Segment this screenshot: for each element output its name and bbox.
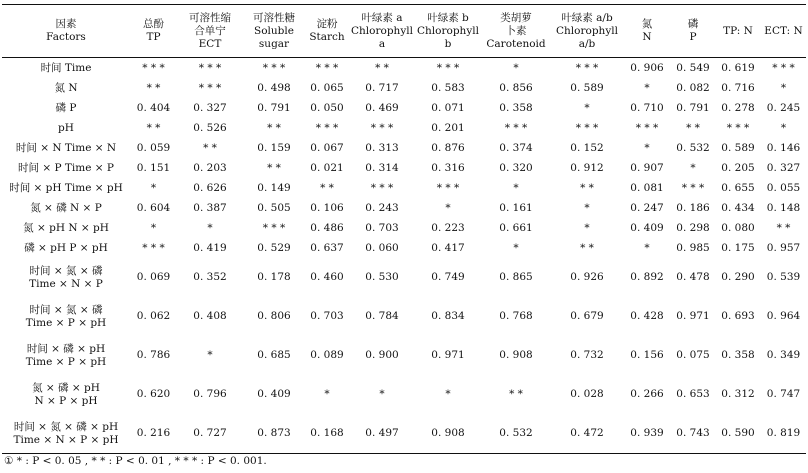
value-cell: * xyxy=(207,221,213,234)
factor-cell xyxy=(2,238,130,258)
col-header-starch: 淀粉 Starch xyxy=(305,5,349,58)
value-cell: * * * xyxy=(575,61,599,74)
factor-label: 时间 × 氮 × 磷 × pH xyxy=(13,420,119,433)
value-cell: 0. 685 xyxy=(257,349,291,361)
col-header-carotenoid: 类胡萝 卜素 Carotenoid xyxy=(481,5,551,58)
table-row xyxy=(2,198,806,218)
value-cell: * * xyxy=(320,181,334,194)
value-cell: * xyxy=(379,388,385,400)
value-cell: * xyxy=(445,388,451,400)
col-header-soluble-sugar: 可溶性糖 Soluble sugar xyxy=(243,5,305,58)
table-row xyxy=(2,238,806,258)
table-row xyxy=(2,158,806,178)
value-cell: 0. 784 xyxy=(365,310,399,322)
value-cell: * xyxy=(780,121,787,134)
table-row xyxy=(2,258,806,297)
factor-label: 氮 N xyxy=(54,81,78,94)
value-cell: 0. 604 xyxy=(136,201,171,214)
factor-label: 氮 × pH N × pH xyxy=(23,221,109,234)
value-cell: 0. 069 xyxy=(136,271,171,283)
value-cell: 0. 906 xyxy=(630,61,664,74)
value-cell: 0. 316 xyxy=(431,161,465,174)
value-cell: 0. 358 xyxy=(499,101,533,114)
value-cell: 0. 161 xyxy=(499,201,533,214)
value-cell: 0. 486 xyxy=(310,221,344,234)
col-header-tp: 总酚 TP xyxy=(130,5,177,58)
value-cell: 0. 796 xyxy=(193,388,227,400)
factor-label: Time × P × pH xyxy=(25,316,107,329)
value-cell: 0. 065 xyxy=(310,81,344,94)
value-cell: 0. 266 xyxy=(630,388,664,400)
value-cell: 0. 312 xyxy=(721,388,755,400)
value-cell: 0. 028 xyxy=(570,388,604,400)
value-cell: * xyxy=(644,141,650,154)
value-cell: * xyxy=(690,161,696,174)
value-cell: 0. 320 xyxy=(499,161,533,174)
table-row xyxy=(2,218,806,238)
value-cell: 0. 175 xyxy=(721,241,755,254)
table-row xyxy=(2,98,806,118)
factor-label: 氮 × 磷 N × P xyxy=(30,201,102,214)
value-cell: * xyxy=(513,241,519,254)
value-cell: 0. 679 xyxy=(570,310,604,322)
value-cell: 0. 985 xyxy=(676,241,710,254)
value-cell: * * xyxy=(509,388,523,400)
value-cell: 0. 278 xyxy=(721,101,755,114)
table-row xyxy=(2,78,806,98)
value-cell: 0. 526 xyxy=(193,121,227,134)
factor-label: Time × P × pH xyxy=(25,355,107,368)
value-cell: 0. 216 xyxy=(130,414,177,454)
col-header-ect: 可溶性缩 合单宁 ECT xyxy=(177,5,243,58)
value-cell: 0. 327 xyxy=(766,161,801,174)
value-cell: 0. 472 xyxy=(551,414,623,454)
value-cell: 0. 417 xyxy=(431,241,465,254)
col-header-ect-n: ECT: N xyxy=(761,5,806,58)
value-cell: 0. 106 xyxy=(310,201,344,214)
value-cell: 0. 626 xyxy=(193,181,227,194)
value-cell: 0. 703 xyxy=(310,310,344,322)
value-cell: 0. 786 xyxy=(136,349,171,361)
value-cell: * xyxy=(445,201,451,214)
value-cell: 0. 505 xyxy=(257,201,291,214)
table-row xyxy=(2,336,806,375)
table-row xyxy=(2,178,806,198)
value-cell: * * * xyxy=(575,121,599,134)
header-row xyxy=(2,5,806,58)
col-header-chlorophyll-a: 叶绿素 a Chlorophyll a xyxy=(349,5,415,58)
factor-label: 时间 × P Time × P xyxy=(18,161,114,174)
factor-label: 时间 × pH Time × pH xyxy=(9,181,123,194)
value-cell: 0. 082 xyxy=(676,81,710,94)
value-cell: 0. 583 xyxy=(431,81,465,94)
value-cell: 0. 532 xyxy=(481,414,551,454)
factor-label: Time × N × P × pH xyxy=(13,433,119,446)
value-cell: 0. 080 xyxy=(721,221,755,234)
value-cell: 0. 205 xyxy=(721,161,755,174)
value-cell: 0. 653 xyxy=(676,388,710,400)
value-cell: 0. 912 xyxy=(570,161,604,174)
value-cell: 0. 352 xyxy=(193,271,227,283)
value-cell: * * * xyxy=(635,121,659,134)
value-cell: 0. 819 xyxy=(761,414,806,454)
table-row xyxy=(2,375,806,414)
value-cell: 0. 428 xyxy=(630,310,664,322)
value-cell: 0. 327 xyxy=(193,101,227,114)
value-cell: 0. 529 xyxy=(257,241,291,254)
value-cell: 0. 247 xyxy=(630,201,664,214)
factor-cell xyxy=(2,375,130,414)
value-cell: * * * xyxy=(262,221,286,234)
value-cell: 0. 727 xyxy=(177,414,243,454)
value-cell: * * xyxy=(267,121,281,134)
value-cell: * * * xyxy=(315,121,339,134)
value-cell: 0. 747 xyxy=(766,388,801,400)
value-cell: 0. 637 xyxy=(310,241,344,254)
value-cell: 0. 021 xyxy=(310,161,344,174)
value-cell: 0. 908 xyxy=(499,349,533,361)
value-cell: 0. 075 xyxy=(676,349,710,361)
value-cell: 0. 907 xyxy=(630,161,664,174)
factor-cell xyxy=(2,414,130,454)
value-cell: 0. 314 xyxy=(365,161,399,174)
factor-label: Time × N × P xyxy=(29,277,103,290)
value-cell: 0. 201 xyxy=(431,121,465,134)
value-cell: 0. 590 xyxy=(715,414,761,454)
value-cell: 0. 497 xyxy=(349,414,415,454)
table-body xyxy=(2,58,806,454)
table-row xyxy=(2,58,806,79)
value-cell: 0. 059 xyxy=(136,141,171,154)
value-cell: 0. 703 xyxy=(365,221,399,234)
value-cell: * * xyxy=(146,81,161,94)
value-cell: 0. 223 xyxy=(431,221,465,234)
value-cell: 0. 349 xyxy=(766,349,801,361)
factor-label: pH xyxy=(58,121,74,134)
value-cell: 0. 358 xyxy=(721,349,755,361)
value-cell: 0. 067 xyxy=(310,141,344,154)
value-cell: 0. 062 xyxy=(136,310,171,322)
value-cell: 0. 957 xyxy=(766,241,801,254)
value-cell: 0. 055 xyxy=(766,181,801,194)
footnote: ① * : P < 0. 05 , * * : P < 0. 01 , * * * : P < 0. 001. xyxy=(4,455,267,467)
value-cell: 0. 939 xyxy=(623,414,671,454)
value-cell: 0. 530 xyxy=(365,271,399,283)
table-row xyxy=(2,118,806,138)
value-cell: * * * xyxy=(504,121,528,134)
value-cell: 0. 178 xyxy=(257,271,291,283)
value-cell: 0. 589 xyxy=(721,141,755,154)
factor-cell xyxy=(2,158,130,178)
value-cell: 0. 148 xyxy=(766,201,801,214)
factor-cell xyxy=(2,78,130,98)
value-cell: 0. 749 xyxy=(431,271,465,283)
value-cell: 0. 419 xyxy=(193,241,227,254)
value-cell: 0. 732 xyxy=(570,349,604,361)
factor-cell xyxy=(2,218,130,238)
value-cell: 0. 498 xyxy=(257,81,291,94)
factor-label: 磷 × pH P × pH xyxy=(24,241,108,254)
value-cell: 0. 156 xyxy=(630,349,664,361)
value-cell: * * * xyxy=(370,121,394,134)
table-row xyxy=(2,414,806,454)
value-cell: 0. 620 xyxy=(136,388,171,400)
value-cell: * xyxy=(644,81,650,94)
factor-cell xyxy=(2,336,130,375)
value-cell: * xyxy=(584,201,590,214)
factor-label: 时间 × 磷 × pH xyxy=(26,342,106,355)
value-cell: * * * xyxy=(681,181,705,194)
value-cell: 0. 245 xyxy=(766,101,801,114)
value-cell: * xyxy=(150,181,157,194)
value-cell: 0. 710 xyxy=(630,101,664,114)
value-cell: * * xyxy=(146,121,161,134)
value-cell: 0. 589 xyxy=(570,81,604,94)
value-cell: 0. 408 xyxy=(193,310,227,322)
value-cell: * * xyxy=(375,61,389,74)
value-cell: 0. 619 xyxy=(721,61,755,74)
factor-cell xyxy=(2,58,130,79)
value-cell: 0. 151 xyxy=(136,161,171,174)
table-row xyxy=(2,138,806,158)
value-cell: 0. 469 xyxy=(365,101,399,114)
value-cell: 0. 050 xyxy=(310,101,344,114)
value-cell: 0. 152 xyxy=(570,141,604,154)
table-row xyxy=(2,297,806,336)
value-cell: * * xyxy=(776,221,791,234)
value-cell: * * * xyxy=(436,61,460,74)
value-cell: 0. 873 xyxy=(243,414,305,454)
significance-table xyxy=(2,4,806,454)
value-cell: 0. 089 xyxy=(310,349,344,361)
value-cell: 0. 926 xyxy=(570,271,604,283)
value-cell: 0. 460 xyxy=(310,271,344,283)
value-cell: * xyxy=(584,101,590,114)
value-cell: * xyxy=(644,241,650,254)
factor-label: N × P × pH xyxy=(34,394,98,407)
value-cell: 0. 203 xyxy=(193,161,227,174)
value-cell: * * * xyxy=(142,241,165,254)
value-cell: 0. 971 xyxy=(431,349,465,361)
value-cell: 0. 290 xyxy=(721,271,755,283)
value-cell: * * * xyxy=(436,181,460,194)
value-cell: * * xyxy=(580,241,594,254)
value-cell: * * * xyxy=(142,61,165,74)
value-cell: 0. 374 xyxy=(499,141,533,154)
factor-cell xyxy=(2,198,130,218)
value-cell: 0. 060 xyxy=(365,241,399,254)
value-cell: 0. 071 xyxy=(431,101,465,114)
value-cell: 0. 243 xyxy=(365,201,399,214)
value-cell: * * * xyxy=(772,61,795,74)
factor-cell xyxy=(2,178,130,198)
col-header-p: 磷 P xyxy=(671,5,715,58)
value-cell: 0. 186 xyxy=(676,201,710,214)
value-cell: 0. 865 xyxy=(499,271,533,283)
value-cell: 0. 876 xyxy=(431,141,465,154)
factor-cell xyxy=(2,258,130,297)
value-cell: 0. 149 xyxy=(257,181,291,194)
value-cell: 0. 716 xyxy=(721,81,755,94)
value-cell: 0. 900 xyxy=(365,349,399,361)
value-cell: * * xyxy=(203,141,217,154)
value-cell: * xyxy=(150,221,157,234)
value-cell: 0. 532 xyxy=(676,141,710,154)
value-cell: 0. 971 xyxy=(676,310,710,322)
value-cell: 0. 478 xyxy=(676,271,710,283)
factor-label: 时间 × 氮 × 磷 xyxy=(29,303,103,316)
value-cell: 0. 539 xyxy=(766,271,801,283)
factor-label: 时间 × 氮 × 磷 xyxy=(29,264,103,277)
value-cell: 0. 298 xyxy=(676,221,710,234)
value-cell: 0. 081 xyxy=(630,181,664,194)
value-cell: 0. 434 xyxy=(721,201,755,214)
value-cell: 0. 146 xyxy=(766,141,801,154)
value-cell: * * * xyxy=(198,61,222,74)
value-cell: 0. 806 xyxy=(257,310,291,322)
value-cell: * xyxy=(584,221,590,234)
value-cell: 0. 661 xyxy=(499,221,533,234)
factor-label: 时间 × N Time × N xyxy=(15,141,117,154)
factor-label: 氮 × 磷 × pH xyxy=(32,381,100,394)
value-cell: * xyxy=(324,388,330,400)
value-cell: 0. 655 xyxy=(721,181,755,194)
factor-cell xyxy=(2,297,130,336)
value-cell: 0. 387 xyxy=(193,201,227,214)
value-cell: 0. 159 xyxy=(257,141,291,154)
value-cell: * xyxy=(513,181,519,194)
col-header-n: 氮 N xyxy=(623,5,671,58)
value-cell: * xyxy=(780,81,787,94)
value-cell: * * xyxy=(580,181,594,194)
value-cell: 0. 856 xyxy=(499,81,533,94)
value-cell: 0. 964 xyxy=(766,310,801,322)
value-cell: 0. 313 xyxy=(365,141,399,154)
col-header-tp-n: TP: N xyxy=(715,5,761,58)
value-cell: * * * xyxy=(315,61,339,74)
col-header-chlorophyll-b: 叶绿素 b Chlorophyll b xyxy=(415,5,481,58)
value-cell: * * * xyxy=(370,181,394,194)
value-cell: * * * xyxy=(726,121,750,134)
value-cell: 0. 409 xyxy=(257,388,291,400)
value-cell: 0. 768 xyxy=(499,310,533,322)
factor-cell xyxy=(2,98,130,118)
value-cell: * xyxy=(207,349,213,361)
value-cell: 0. 834 xyxy=(431,310,465,322)
value-cell: * * * xyxy=(262,61,286,74)
value-cell: * * xyxy=(267,161,281,174)
factor-cell xyxy=(2,138,130,158)
factor-label: 磷 P xyxy=(55,101,77,114)
factor-cell xyxy=(2,118,130,138)
factor-label: 时间 Time xyxy=(40,61,92,74)
value-cell: 0. 743 xyxy=(671,414,715,454)
value-cell: 0. 908 xyxy=(415,414,481,454)
value-cell: 0. 409 xyxy=(630,221,664,234)
value-cell: 0. 892 xyxy=(630,271,664,283)
col-header-chlorophyll-ab: 叶绿素 a/b Chlorophyll a/b xyxy=(551,5,623,58)
value-cell: * * xyxy=(686,121,700,134)
value-cell: 0. 404 xyxy=(136,101,171,114)
value-cell: 0. 717 xyxy=(365,81,399,94)
value-cell: 0. 549 xyxy=(676,61,710,74)
value-cell: 0. 168 xyxy=(305,414,349,454)
value-cell: * * * xyxy=(198,81,222,94)
value-cell: 0. 791 xyxy=(676,101,710,114)
value-cell: 0. 791 xyxy=(257,101,291,114)
value-cell: * xyxy=(513,61,519,74)
col-header-factors: 因素 Factors xyxy=(2,5,130,58)
value-cell: 0. 693 xyxy=(721,310,755,322)
